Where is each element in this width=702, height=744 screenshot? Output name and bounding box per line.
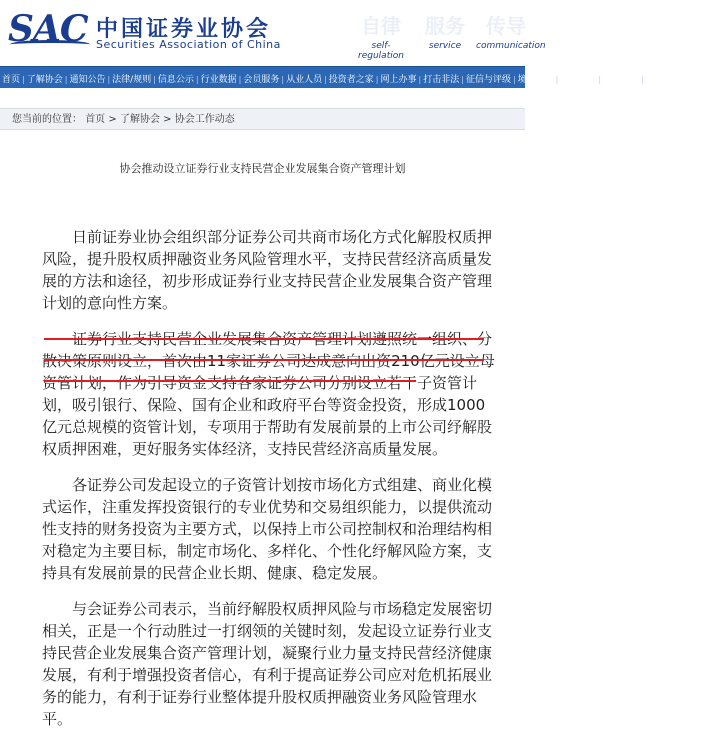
article-paragraph: 证券行业支持民营企业发展集合资产管理计划遵照统一组织、分散决策原则设立，首次由11家证券公司达成意向出资210亿元设立母资管计划，作为引导资金支持各家证券公司分别设立若干子资管计划，吸引银行、保险、国有企业和政府平台等资金投资，形成1000亿元总规模的资管计划，专项用于帮助有发展前景的上市公司纾解股权质押困难，更好服务实体经济，支持民营经济高质量发展。 (42, 330, 495, 458)
breadcrumb-home[interactable]: 首页 (85, 114, 106, 125)
slogan-communication: 传导 communication (476, 14, 546, 51)
article-body (42, 226, 500, 744)
slogan-service: 服务 service (425, 14, 465, 51)
site-header (0, 0, 546, 66)
nav-item-anti-illegal[interactable]: 打击非法 (423, 75, 460, 85)
logo-swoosh-icon (10, 40, 90, 49)
nav-item-laws[interactable]: 法律/规则 (112, 75, 152, 85)
slogan-self-regulation: 自律 self-regulation (358, 14, 404, 61)
article-title: 协会推动设立证券行业支持民营企业发展集合资产管理计划 (119, 162, 406, 175)
org-name-en: Securities Association of China (96, 38, 281, 51)
breadcrumb-sep: > (108, 114, 117, 125)
nav-item-data[interactable]: 行业数据 (200, 75, 237, 85)
nav-item-notices[interactable]: 通知公告 (69, 75, 106, 85)
nav-item-online[interactable]: 网上办事 (380, 75, 417, 85)
breadcrumb-sep: > (163, 114, 172, 125)
nav-item-overseas[interactable]: 境外交流 (517, 75, 554, 85)
slogans (350, 6, 546, 66)
nav-item-member-service[interactable]: 会员服务 (243, 75, 280, 85)
article-paragraph: 与会证券公司表示，当前纾解股权质押风险与市场稳定发展密切相关，正是一个行动胜过一打纲领的关键时刻，发起设立证券行业支持民营企业发展集合资产管理计划，凝聚行业力量支持民营经济健康发展，有利于增强投资者信心，有利于提高证券公司应对危机拓展业务的能力，有利于证券行业整体提升股权质押融资业务风险管理水平。 (42, 600, 493, 728)
org-name-cn: 中国证券业协会 (96, 16, 272, 42)
breadcrumb-about[interactable]: 了解协会 (119, 114, 160, 125)
breadcrumb-prefix: 您当前的位置： (12, 114, 82, 125)
nav-item-training[interactable]: 培训中心 (560, 75, 597, 85)
nav-item-home[interactable]: 首页 (2, 75, 21, 85)
highlight-underline (44, 338, 484, 340)
nav-item-complaints[interactable]: 投诉反映 (603, 75, 640, 85)
nav-item-practitioners[interactable]: 从业人员 (286, 75, 323, 85)
nav-item-investors[interactable]: 投资者之家 (328, 75, 374, 85)
nav-item-about[interactable]: 了解协会 (26, 75, 63, 85)
main-nav: 首页 | 了解协会 | 通知公告 | 法律/规则 | 信息公示 | 行业数据 | 会员服务 | 从业人员 | 投资者之家 | 网上办事 | 打击非法 | 征信与评级 | 境外交流 | 培训中心 | 投诉反映 | 会员在线注册 (0, 66, 525, 88)
breadcrumb-news[interactable]: 协会工作动态 (174, 114, 235, 125)
nav-item-disclosure[interactable]: 信息公示 (157, 75, 194, 85)
breadcrumb (0, 108, 525, 130)
highlight-underline (44, 380, 416, 382)
sac-logo[interactable]: SAC (8, 8, 88, 50)
highlight-underline (44, 359, 484, 361)
nav-item-register[interactable]: 会员在线注册 (645, 75, 700, 85)
nav-item-credit[interactable]: 征信与评级 (465, 75, 511, 85)
article-paragraph: 日前证券业协会组织部分证券公司共商市场化方式化解股权质押风险，提升股权质押融资业务风险管理水平，支持民营经济高质量发展的方法和途径，初步形成证券行业支持民营企业发展集合资产管理计划的意向性方案。 (42, 228, 493, 312)
article-paragraph: 各证券公司发起设立的子资管计划按市场化方式组建、商业化模式运作，注重发挥投资银行的专业优势和交易组织能力，以提供流动性支持的财务投资为主要方式，以保持上市公司控制权和治理结构相对稳定为主要目标，制定市场化、多样化、个性化纾解风险方案，支持具有发展前景的民营企业长期、健康、稳定发展。 (42, 476, 493, 582)
